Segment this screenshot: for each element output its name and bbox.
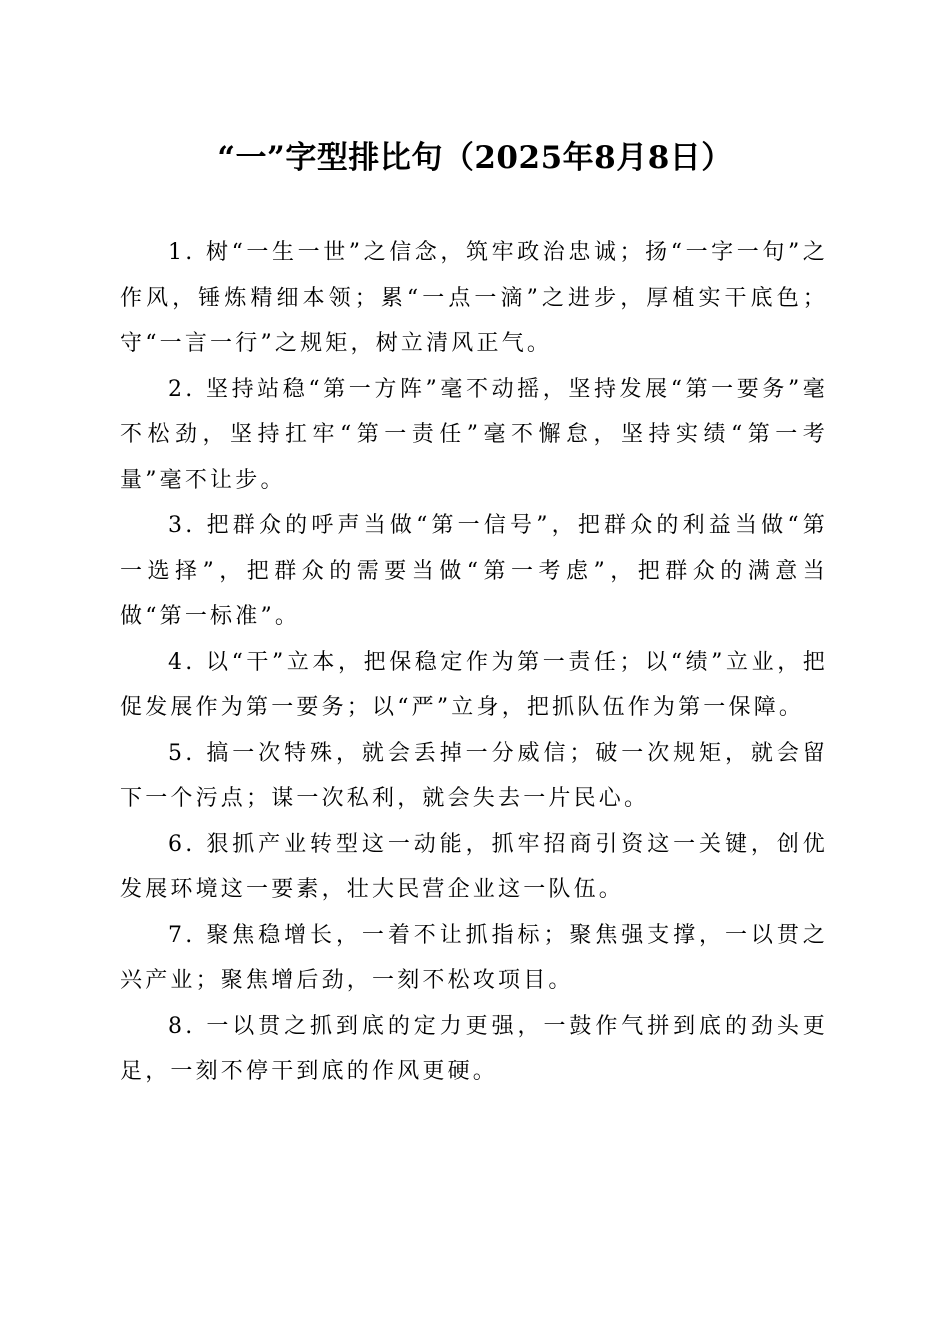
paragraph-8: 8. 一以贯之抓到底的定力更强，一鼓作气拼到底的劲头更足，一刻不停干到底的作风更硬。 (120, 1013, 828, 1084)
paragraph-2: 2. 坚持站稳“第一方阵”毫不动摇，坚持发展“第一要务”毫不松劲，坚持扛牢“第一责任”毫不懈怠，坚持实绩“第一考量”毫不让步。 (120, 376, 828, 493)
paragraph-3: 3. 把群众的呼声当做“第一信号”，把群众的利益当做“第一选择”，把群众的需要当做“第一考虑”，把群众的满意当做“第一标准”。 (120, 513, 828, 629)
document-body (120, 230, 828, 1095)
paragraph-1: 1. 树“一生一世”之信念，筑牢政治忠诚；扬“一字一句”之作风，锤炼精细本领；累“一点一滴”之进步，厚植实干底色；守“一言一行”之规矩，树立清风正气。 (120, 240, 828, 356)
paragraph-7: 7. 聚焦稳增长，一着不让抓指标；聚焦强支撑，一以贯之兴产业；聚焦增后劲，一刻不松攻项目。 (120, 922, 828, 993)
paragraph-5: 5. 搞一次特殊，就会丢掉一分威信；破一次规矩，就会留下一个污点；谋一次私利，就会失去一片民心。 (120, 740, 828, 811)
paragraph-6: 6. 狠抓产业转型这一动能，抓牢招商引资这一关键，创优发展环境这一要素，壮大民营企业这一队伍。 (120, 831, 828, 902)
paragraph-4: 4. 以“干”立本，把保稳定作为第一责任；以“绩”立业，把促发展作为第一要务；以“严”立身，把抓队伍作为第一保障。 (120, 649, 828, 720)
document-title: “一”字型排比句（2025年8月8日） (217, 140, 733, 176)
